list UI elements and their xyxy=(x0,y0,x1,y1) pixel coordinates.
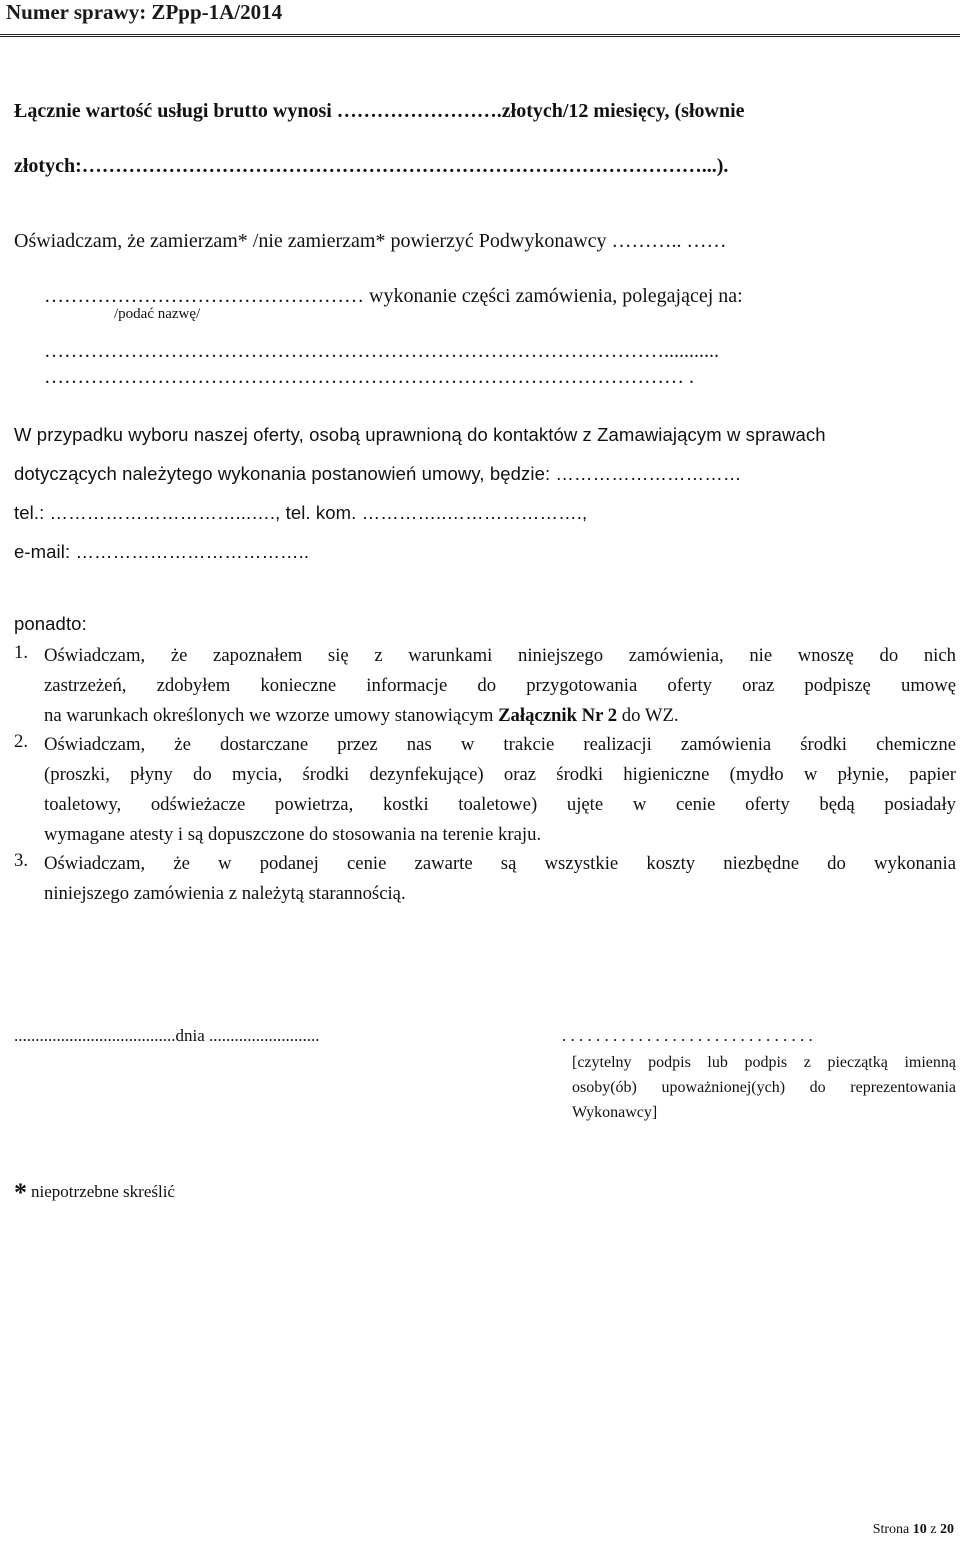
declaration-3-line-2: niniejszego zamówienia z należytą starannością. xyxy=(44,883,406,904)
signature-caption xyxy=(572,1050,956,1125)
declaration-2-line-1: Oświadczam, że dostarczane przez nas w trakcie realizacji zamówienia środki chemiczne xyxy=(44,734,956,755)
footnote-asterisk: * xyxy=(14,1178,27,1207)
declaration-2-number: 2. xyxy=(14,731,29,752)
declaration-1-number: 1. xyxy=(14,642,29,663)
declaration-2-line-2: (proszki, płyny do mycia, środki dezynfekujące) oraz środki higieniczne (mydło w płynie, papier xyxy=(44,764,956,785)
declaration-1 xyxy=(44,641,956,731)
declaration-1-line-1: Oświadczam, że zapoznałem się z warunkami niniejszego zamówienia, nie wnoszę do nich xyxy=(44,645,956,666)
page-number: Strona 10 z 20 xyxy=(872,1522,954,1537)
contact-email-line: e-mail: ……………………………….. xyxy=(14,541,310,562)
attachment-reference: Załącznik Nr 2 xyxy=(498,705,618,726)
signature-caption-line-2: osoby(ób) upoważnionej(ych) do reprezentowania xyxy=(572,1079,956,1096)
total-value-line-2: złotych:…………………………………………………………………………………...). xyxy=(14,155,729,177)
declaration-3 xyxy=(44,849,956,909)
subcontractor-line-4: …………………………………………………………………………………… . xyxy=(44,366,694,388)
total-value-line-1: Łącznie wartość usługi brutto wynosi …………………….złotych/12 miesięcy, (słownie xyxy=(14,100,745,122)
subcontractor-line-1: Oświadczam, że zamierzam* /nie zamierzam* powierzyć Podwykonawcy ……….. …… xyxy=(14,230,727,252)
contact-line-1: W przypadku wyboru naszej oferty, osobą uprawnioną do kontaktów z Zamawiającym w sprawach xyxy=(14,424,826,445)
signature-dots: . . . . . . . . . . . . . . . . . . . . . . . . . . . . . . xyxy=(562,1026,813,1045)
declaration-3-number: 3. xyxy=(14,850,29,871)
contact-line-2: dotyczących należytego wykonania postanowień umowy, będzie: ………………………… xyxy=(14,463,742,484)
signature-caption-line-3: Wykonawcy] xyxy=(572,1104,658,1121)
contact-phone-line: tel.: …………………………...…., tel. kom. …………..…………………., xyxy=(14,502,588,523)
declaration-1-line-3: na warunkach określonych we wzorze umowy stanowiącym Załącznik Nr 2 do WZ. xyxy=(44,705,679,726)
place-date-line: ......................................dnia .......................... xyxy=(14,1026,320,1045)
declaration-1-line-2: zastrzeżeń, zdobyłem konieczne informacje do przygotowania oferty oraz podpiszę umowę xyxy=(44,675,956,696)
footnote xyxy=(14,1178,175,1208)
subcontractor-name-note: /podać nazwę/ xyxy=(114,306,201,322)
declaration-3-line-1: Oświadczam, że w podanej cenie zawarte są wszystkie koszty niezbędne do wykonania xyxy=(44,853,956,874)
subcontractor-line-2: ………………………………………… wykonanie części zamówienia, polegającej na: xyxy=(44,285,743,307)
signature-caption-line-1: [czytelny podpis lub podpis z pieczątką imienną xyxy=(572,1054,956,1071)
subcontractor-line-3: …………………………………………………………………………………........... xyxy=(44,340,719,362)
header-divider xyxy=(0,34,960,37)
declarations-intro: ponadto: xyxy=(14,613,87,634)
declaration-2-line-4: wymagane atesty i są dopuszczone do stosowania na terenie kraju. xyxy=(44,824,542,845)
declaration-2-line-3: toaletowy, odświeżacze powietrza, kostki toaletowe) ujęte w cenie oferty będą posiadały xyxy=(44,794,956,815)
footnote-text: niepotrzebne skreślić xyxy=(31,1182,175,1201)
case-number-header: Numer sprawy: ZPpp-1A/2014 xyxy=(6,0,283,24)
declaration-2 xyxy=(44,730,956,850)
